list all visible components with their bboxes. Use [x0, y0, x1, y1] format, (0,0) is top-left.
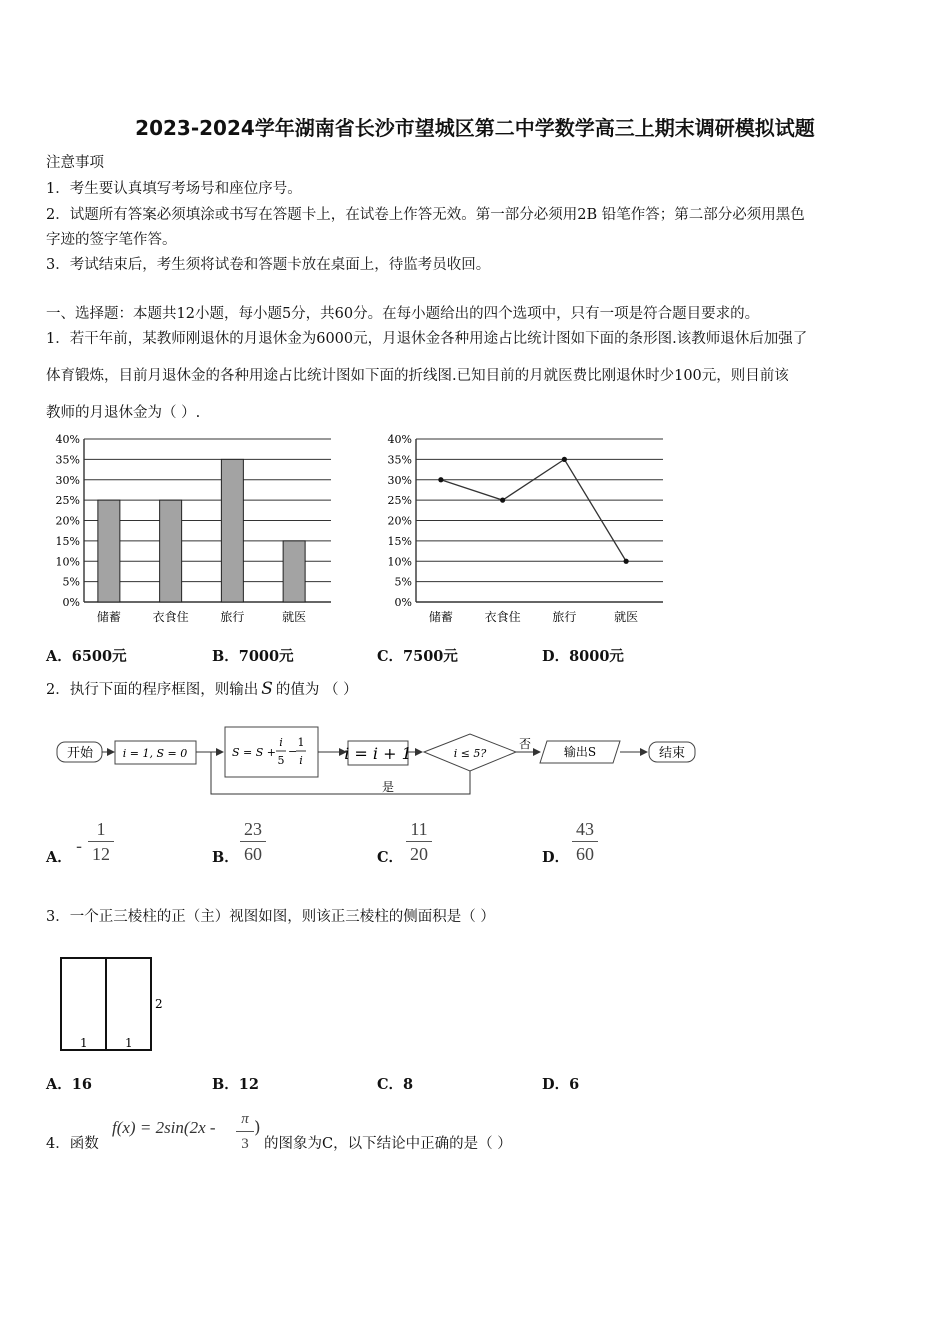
q2-option-a-den: 12: [92, 844, 110, 864]
q2-option-a-label[interactable]: A．: [46, 849, 72, 866]
q3-option-a[interactable]: A．16: [46, 1076, 92, 1093]
line-ytick-label: 30%: [387, 473, 412, 487]
bar-ytick-label: 40%: [55, 433, 80, 446]
flow-no-label: 否: [518, 737, 532, 751]
flow-assign-f1-den: 5: [277, 754, 285, 767]
q3-option-b[interactable]: B．12: [212, 1076, 259, 1093]
flow-assign-f2-num: 1: [297, 736, 305, 749]
line-ytick-label: 10%: [387, 555, 412, 569]
line-series-line: [441, 459, 626, 561]
q2-stem-var: S: [261, 679, 273, 699]
line-ytick-label: 25%: [387, 494, 412, 508]
q1-option-b[interactable]: B．7000元: [212, 648, 294, 665]
line-ytick-label: 5%: [394, 575, 412, 589]
flow-yes-label: 是: [381, 780, 395, 794]
bar-xtick-label: 储蓄: [96, 610, 121, 624]
q1-option-d[interactable]: D．8000元: [542, 648, 624, 665]
bar-ytick-label: 30%: [55, 473, 80, 487]
bar-ytick-label: 35%: [55, 453, 80, 467]
bar-ytick-label: 15%: [55, 534, 80, 548]
flow-output-label: 输出S: [563, 745, 597, 759]
notice-heading: 注意事项: [46, 155, 104, 171]
line-xtick-label: 就医: [614, 610, 639, 624]
q4-function: f(x) = 2sin(2x -: [112, 1118, 216, 1137]
flow-cond-label: i ≤ 5?: [453, 747, 487, 760]
q4-suffix: 的图象为C，以下结论中正确的是（ ）: [264, 1136, 512, 1152]
line-ytick-label: 35%: [387, 453, 412, 467]
q2-option-a-frac[interactable]: [88, 818, 114, 865]
q4-close-paren: ): [254, 1118, 261, 1138]
line-xtick-label: 储蓄: [428, 610, 453, 624]
bar-bar-0: [98, 500, 120, 602]
line-ytick-label: 40%: [387, 433, 412, 446]
bar-xtick-label: 旅行: [220, 610, 245, 624]
q4-pi: π: [241, 1111, 249, 1127]
notice-item-2-cont: 字迹的签字笔作答。: [46, 232, 177, 248]
q3-label-left: 1: [80, 1036, 88, 1050]
flow-assign-left: S = S +: [232, 746, 276, 759]
q4-prefix: 4．函数: [46, 1136, 99, 1152]
q2-option-b-den: 60: [244, 844, 262, 864]
line-point-0: [438, 477, 443, 482]
q2-option-c-label[interactable]: C．: [377, 849, 404, 866]
flow-init-label: i = 1, S = 0: [122, 747, 188, 760]
q2-option-d-num: 43: [576, 819, 594, 839]
q2-stem: [46, 678, 358, 699]
bar-bar-1: [160, 500, 182, 602]
bar-xtick-label: 衣食住: [152, 610, 189, 624]
line-point-3: [624, 559, 629, 564]
notice-item-1: 1．考生要认真填写考场号和座位序号。: [46, 181, 302, 197]
flow-incr-label: i = i + 1: [344, 744, 412, 763]
q1-stem-line-3: 教师的月退休金为（ ）.: [46, 405, 201, 421]
q2-option-c-den: 20: [410, 844, 428, 864]
q2-option-b-num: 23: [244, 819, 262, 839]
q3-front-view: [46, 950, 176, 1060]
bar-ytick-label: 20%: [55, 514, 80, 528]
bar-bar-2: [221, 459, 243, 602]
bar-ytick-label: 5%: [62, 575, 80, 589]
q2-option-d-den: 60: [576, 844, 594, 864]
q3-stem: 3．一个正三棱柱的正（主）视图如图，则该正三棱柱的侧面积是（ ）: [46, 909, 495, 925]
flow-assign-minus: −: [288, 745, 298, 758]
q2-option-c-num: 11: [410, 819, 428, 839]
bar-xtick-label: 就医: [282, 610, 307, 624]
q2-option-b-frac[interactable]: [240, 818, 266, 865]
line-ytick-label: 20%: [387, 514, 412, 528]
line-xtick-label: 衣食住: [484, 610, 521, 624]
q2-option-b-label[interactable]: B．: [212, 849, 239, 866]
q3-label-right: 1: [125, 1036, 133, 1050]
bar-ytick-label: 10%: [55, 555, 80, 569]
q2-option-d-frac[interactable]: [572, 818, 598, 865]
bar-bar-3: [283, 541, 305, 602]
flow-start-label: 开始: [66, 746, 94, 761]
q4-three: 3: [241, 1136, 249, 1152]
q4-pi-frac: [236, 1108, 254, 1155]
q1-option-a[interactable]: A．6500元: [46, 648, 127, 665]
flow-end-label: 结束: [658, 746, 686, 761]
q2-option-d-label[interactable]: D．: [542, 849, 570, 866]
q2-stem-prefix: 2．执行下面的程序框图，则输出: [46, 682, 259, 698]
line-ytick-label: 0%: [394, 596, 412, 609]
bar-chart: [46, 430, 346, 630]
q3-label-height: 2: [155, 997, 163, 1011]
q3-option-d[interactable]: D．6: [542, 1076, 580, 1093]
q2-option-a-num: 1: [96, 819, 106, 839]
notice-item-2: 2．试题所有答案必须填涂或书写在答题卡上，在试卷上作答无效。第一部分必须用2B 铅笔作答；第二部分必须用黑色: [46, 207, 805, 223]
bar-ytick-label: 0%: [62, 596, 80, 609]
q3-option-c[interactable]: C．8: [377, 1076, 414, 1093]
line-point-1: [500, 498, 505, 503]
line-xtick-label: 旅行: [552, 610, 577, 624]
line-point-2: [562, 457, 567, 462]
flow-assign-f1-num: i: [279, 736, 283, 749]
section-heading: 一、选择题：本题共12小题，每小题5分，共60分。在每小题给出的四个选项中，只有一项是符合题目要求的。: [46, 306, 760, 322]
flow-assign-f2-den: i: [299, 754, 303, 767]
flow-loop-hidden: [211, 752, 223, 758]
page-title: 2023-2024学年湖南省长沙市望城区第二中学数学高三上期末调研模拟试题: [135, 116, 815, 140]
q2-stem-suffix: 的值为 （ ）: [275, 682, 358, 698]
notice-item-3: 3．考试结束后，考生须将试卷和答题卡放在桌面上，待监考员收回。: [46, 257, 491, 273]
q1-option-c[interactable]: C．7500元: [377, 648, 458, 665]
line-chart: [378, 430, 678, 630]
bar-ytick-label: 25%: [55, 494, 80, 508]
q1-stem-line-2: 体育锻炼，目前月退休金的各种用途占比统计图如下面的折线图.已知目前的月就医费比刚退休时少100元，则目前该: [46, 368, 789, 384]
line-ytick-label: 15%: [387, 534, 412, 548]
q2-option-c-frac[interactable]: [406, 818, 432, 865]
q1-stem-line-1: 1．若干年前，某教师刚退休的月退休金为6000元，月退休金各种用途占比统计图如下面的条形图.该教师退休后加强了: [46, 331, 808, 347]
flowchart: [50, 722, 710, 802]
q2-option-a-sign: -: [76, 836, 83, 857]
